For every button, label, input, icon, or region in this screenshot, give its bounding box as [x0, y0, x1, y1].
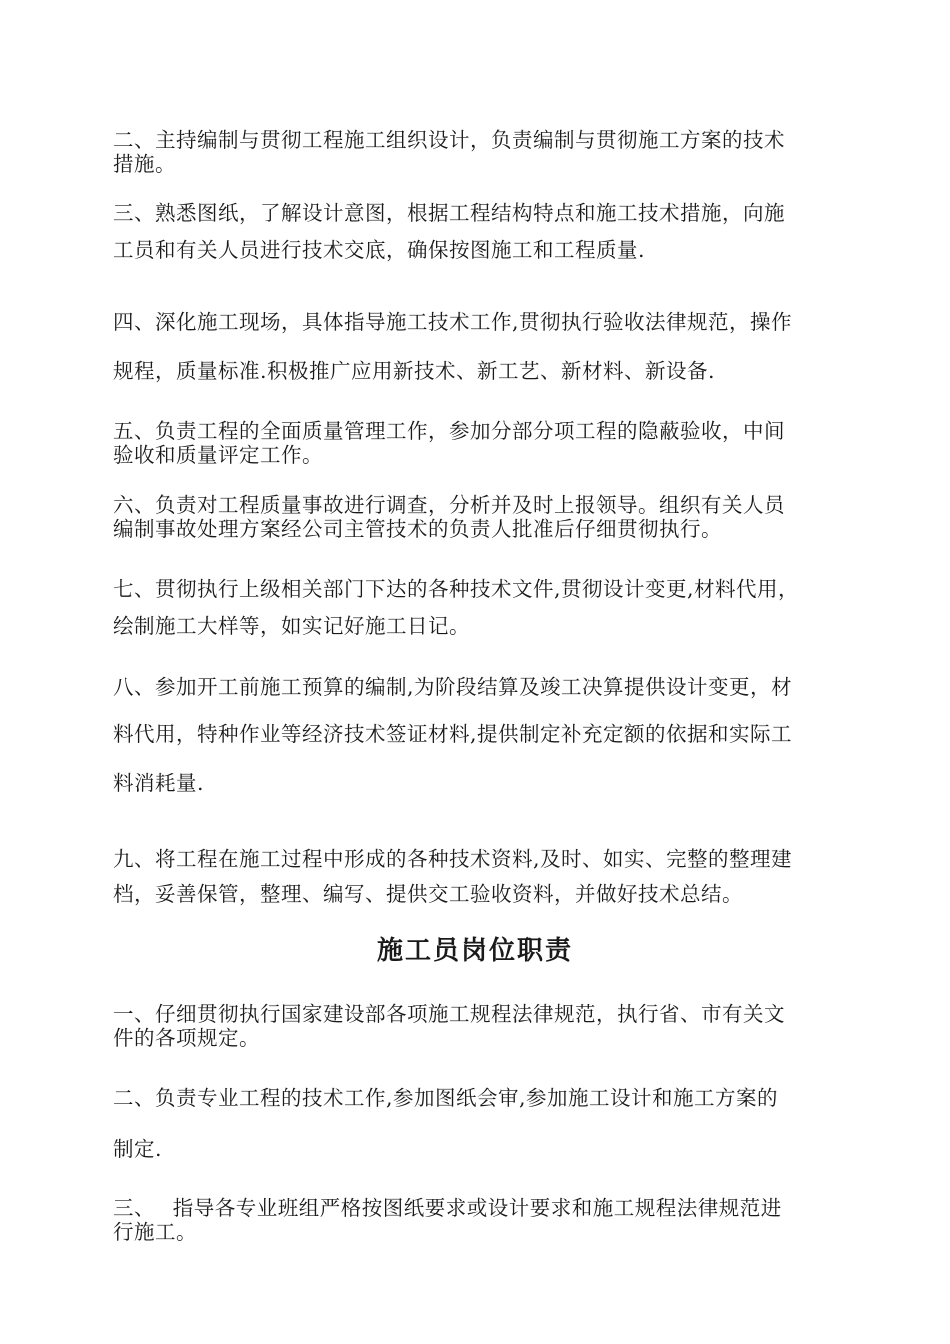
text-line: 行施工。 [113, 1220, 197, 1244]
text-line: 编制事故处理方案经公司主管技术的负责人批准后仔细贯彻执行。 [113, 517, 722, 541]
text-line: 三、 指导各专业班组严格按图纸要求或设计要求和施工规程法律规范进 [113, 1196, 782, 1220]
text-line: 工员和有关人员进行技术交底，确保按图施工和工程质量. [113, 238, 646, 262]
text-line: 二、负责专业工程的技术工作,参加图纸会审,参加施工设计和施工方案的 [113, 1086, 779, 1110]
text-line: 措施。 [113, 152, 176, 176]
text-line: 五、负责工程的全面质量管理工作，参加分部分项工程的隐蔽验收，中间 [113, 419, 785, 443]
text-line: 制定. [113, 1137, 163, 1161]
text-line: 规程，质量标准.积极推广应用新技术、新工艺、新材料、新设备. [113, 359, 716, 383]
text-line: 四、深化施工现场，具体指导施工技术工作,贯彻执行验收法律规范，操作 [113, 310, 793, 334]
text-line: 六、负责对工程质量事故进行调查，分析并及时上报领导。组织有关人员 [113, 493, 785, 517]
text-line: 料代用，特种作业等经济技术签证材料,提供制定补充定额的依据和实际工 [113, 722, 793, 746]
text-line: 一、仔细贯彻执行国家建设部各项施工规程法律规范，执行省、市有关文 [113, 1002, 785, 1026]
text-line: 料消耗量. [113, 771, 205, 795]
text-line: 九、将工程在施工过程中形成的各种技术资料,及时、如实、完整的整理建 [113, 847, 793, 871]
text-line: 三、熟悉图纸，了解设计意图，根据工程结构特点和施工技术措施，向施 [113, 201, 785, 225]
text-line: 验收和质量评定工作。 [113, 443, 323, 467]
text-line: 八、参加开工前施工预算的编制,为阶段结算及竣工决算提供设计变更，材 [113, 675, 793, 699]
section-heading: 施工员岗位职责 [376, 936, 573, 966]
text-line: 档，妥善保管，整理、编写、提供交工验收资料，并做好技术总结。 [113, 882, 743, 906]
text-line: 绘制施工大样等，如实记好施工日记。 [113, 614, 470, 638]
text-line: 件的各项规定。 [113, 1026, 260, 1050]
text-line: 七、贯彻执行上级相关部门下达的各种技术文件,贯彻设计变更,材料代用， [113, 577, 800, 601]
text-line: 二、主持编制与贯彻工程施工组织设计，负责编制与贯彻施工方案的技术 [113, 128, 785, 152]
